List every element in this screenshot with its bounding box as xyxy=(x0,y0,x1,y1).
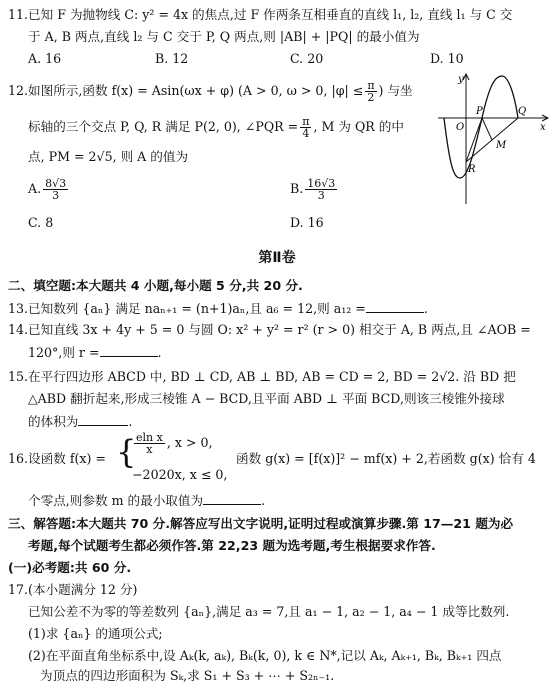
label-q: Q xyxy=(518,106,527,117)
q12-line3: 点, PM = 2√5, 则 A 的值为 xyxy=(28,149,189,164)
option-a-fraction xyxy=(43,178,68,201)
section-title: 第Ⅱ卷 xyxy=(258,250,296,266)
q12-line1 xyxy=(8,80,413,103)
q14-line2-text: 120°,则 r = xyxy=(28,345,100,360)
label-o: O xyxy=(456,122,465,133)
required-heading: (一)必考题:共 60 分. xyxy=(8,560,132,575)
label-m: M xyxy=(496,140,507,151)
option-b-fraction xyxy=(305,178,337,201)
answer-blank[interactable] xyxy=(203,491,261,505)
q16-post: 函数 g(x) = [f(x)]² − mf(x) + 2,若函数 g(x) 恰有 4 xyxy=(236,451,536,466)
option-label: A. xyxy=(28,181,42,196)
q16-case1 xyxy=(132,432,213,455)
q16-case2: −2020x, x ≤ 0, xyxy=(132,467,228,482)
q12-sine-graph xyxy=(438,72,550,206)
fraction-numerator: π xyxy=(302,115,310,128)
q12-option-c: C. 8 xyxy=(28,215,54,230)
q12-line2-post: , M 为 QR 的中 xyxy=(313,119,404,134)
case1-fraction xyxy=(134,432,165,455)
q12-line1-post: ) 与坐 xyxy=(378,83,413,98)
q17-part2-line2: 为顶点的四边形面积为 Sₖ,求 S₁ + S₃ + ⋯ + S₂ₙ₋₁. xyxy=(40,668,335,683)
label-y: y xyxy=(458,74,464,85)
q12-line2-pre: 标轴的三个交点 P, Q, R 满足 P(2, 0), ∠PQR = xyxy=(28,119,299,134)
option-label: B. xyxy=(290,181,304,196)
q14-line2: 120°,则 r = . xyxy=(28,345,162,360)
q11-option-b: B. 12 xyxy=(155,51,189,66)
q17-part2-line1: (2)在平面直角坐标系中,设 Aₖ(k, aₖ), Bₖ(k, 0), k ∈ N*,记以 Aₖ, Aₖ₊₁, Bₖ, Bₖ₊₁ 四点 xyxy=(28,648,502,663)
segment-pm xyxy=(482,118,492,140)
fill-in-heading: 二、填空题:本大题共 4 小题,每小题 5 分,共 20 分. xyxy=(8,278,303,293)
q14-line1: 14.已知直线 3x + 4y + 5 = 0 与圆 O: x² + y² = r² (r > 0) 相交于 A, B 两点,且 ∠AOB = xyxy=(8,322,531,337)
fraction-denominator: 2 xyxy=(367,91,375,104)
q16-line2: 个零点,则参数 m 的最小取值为 . xyxy=(28,493,266,508)
label-p: P xyxy=(476,106,483,117)
q13-text: 13.已知数列 {aₙ} 满足 naₙ₊₁ = (n+1)aₙ,且 a₆ = 12,则 a₁₂ = xyxy=(8,301,366,316)
q12-fraction-pi-4 xyxy=(300,116,311,139)
fraction-denominator: 3 xyxy=(52,189,60,202)
q12-option-b xyxy=(290,178,339,201)
piecewise-brace: { xyxy=(116,433,137,471)
q15-line3-text: 的体积为 xyxy=(28,414,79,429)
fraction-numerator: π xyxy=(367,79,375,92)
q11-option-c: C. 20 xyxy=(290,51,324,66)
q15-line3: 的体积为 . xyxy=(28,414,133,429)
q12-line2 xyxy=(28,116,404,139)
q11-line2: 于 A, B 两点,直线 l₂ 与 C 交于 P, Q 两点,则 |AB| + |PQ| 的最小值为 xyxy=(28,29,420,44)
q17-line1: 已知公差不为零的等差数列 {aₙ},满足 a₃ = 7,且 a₁ − 1, a₂ − 1, a₄ − 1 成等比数列. xyxy=(28,604,510,619)
label-x: x xyxy=(540,122,546,133)
answer-heading-line2: 考题,每个试题考生都必须作答.第 22,23 题为选考题,考生根据要求作答. xyxy=(28,538,436,553)
case1-condition: , x > 0, xyxy=(166,435,213,450)
q12-option-a xyxy=(28,178,70,201)
answer-blank[interactable] xyxy=(366,299,424,313)
answer-blank[interactable] xyxy=(78,412,128,426)
q12-fraction-pi-2 xyxy=(365,80,376,103)
fraction-numerator: 16√3 xyxy=(307,177,336,190)
q12-option-d: D. 16 xyxy=(290,215,324,230)
q16-pre: 16.设函数 f(x) = xyxy=(8,451,106,466)
q17-part1: (1)求 {aₙ} 的通项公式; xyxy=(28,626,163,641)
fraction-denominator: 4 xyxy=(302,127,310,140)
answer-heading-line1: 三、解答题:本大题共 70 分.解答应写出文字说明,证明过程或演算步骤.第 17—21 题为必 xyxy=(8,516,514,531)
q16-line2-text: 个零点,则参数 m 的最小取值为 xyxy=(28,493,204,508)
q17-title: 17.(本小题满分 12 分) xyxy=(8,582,138,597)
q12-line1-pre: 12.如图所示,函数 f(x) = Asin(ωx + φ) (A > 0, ω > 0, |φ| ≤ xyxy=(8,83,364,98)
fraction-numerator: eln x xyxy=(136,431,163,444)
q11-option-d: D. 10 xyxy=(430,51,464,66)
q15-line2: △ABD 翻折起来,形成三棱锥 A − BCD,且平面 ABD ⊥ 平面 BCD,则该三棱锥外接球 xyxy=(28,391,505,406)
label-r: R xyxy=(468,164,476,175)
fraction-numerator: 8√3 xyxy=(45,177,67,190)
answer-blank[interactable] xyxy=(100,343,158,357)
q13: 13.已知数列 {aₙ} 满足 naₙ₊₁ = (n+1)aₙ,且 a₆ = 12,则 a₁₂ = . xyxy=(8,301,428,316)
q11-option-a: A. 16 xyxy=(28,51,62,66)
fraction-denominator: 3 xyxy=(317,189,325,202)
fraction-denominator: x xyxy=(146,443,153,456)
q11-line1: 11.已知 F 为抛物线 C: y² = 4x 的焦点,过 F 作两条互相垂直的直线 l₁, l₂, 直线 l₁ 与 C 交 xyxy=(8,7,513,22)
q15-line1: 15.在平行四边形 ABCD 中, BD ⊥ CD, AB ⊥ BD, AB = CD = 2, BD = 2√2. 沿 BD 把 xyxy=(8,369,516,384)
